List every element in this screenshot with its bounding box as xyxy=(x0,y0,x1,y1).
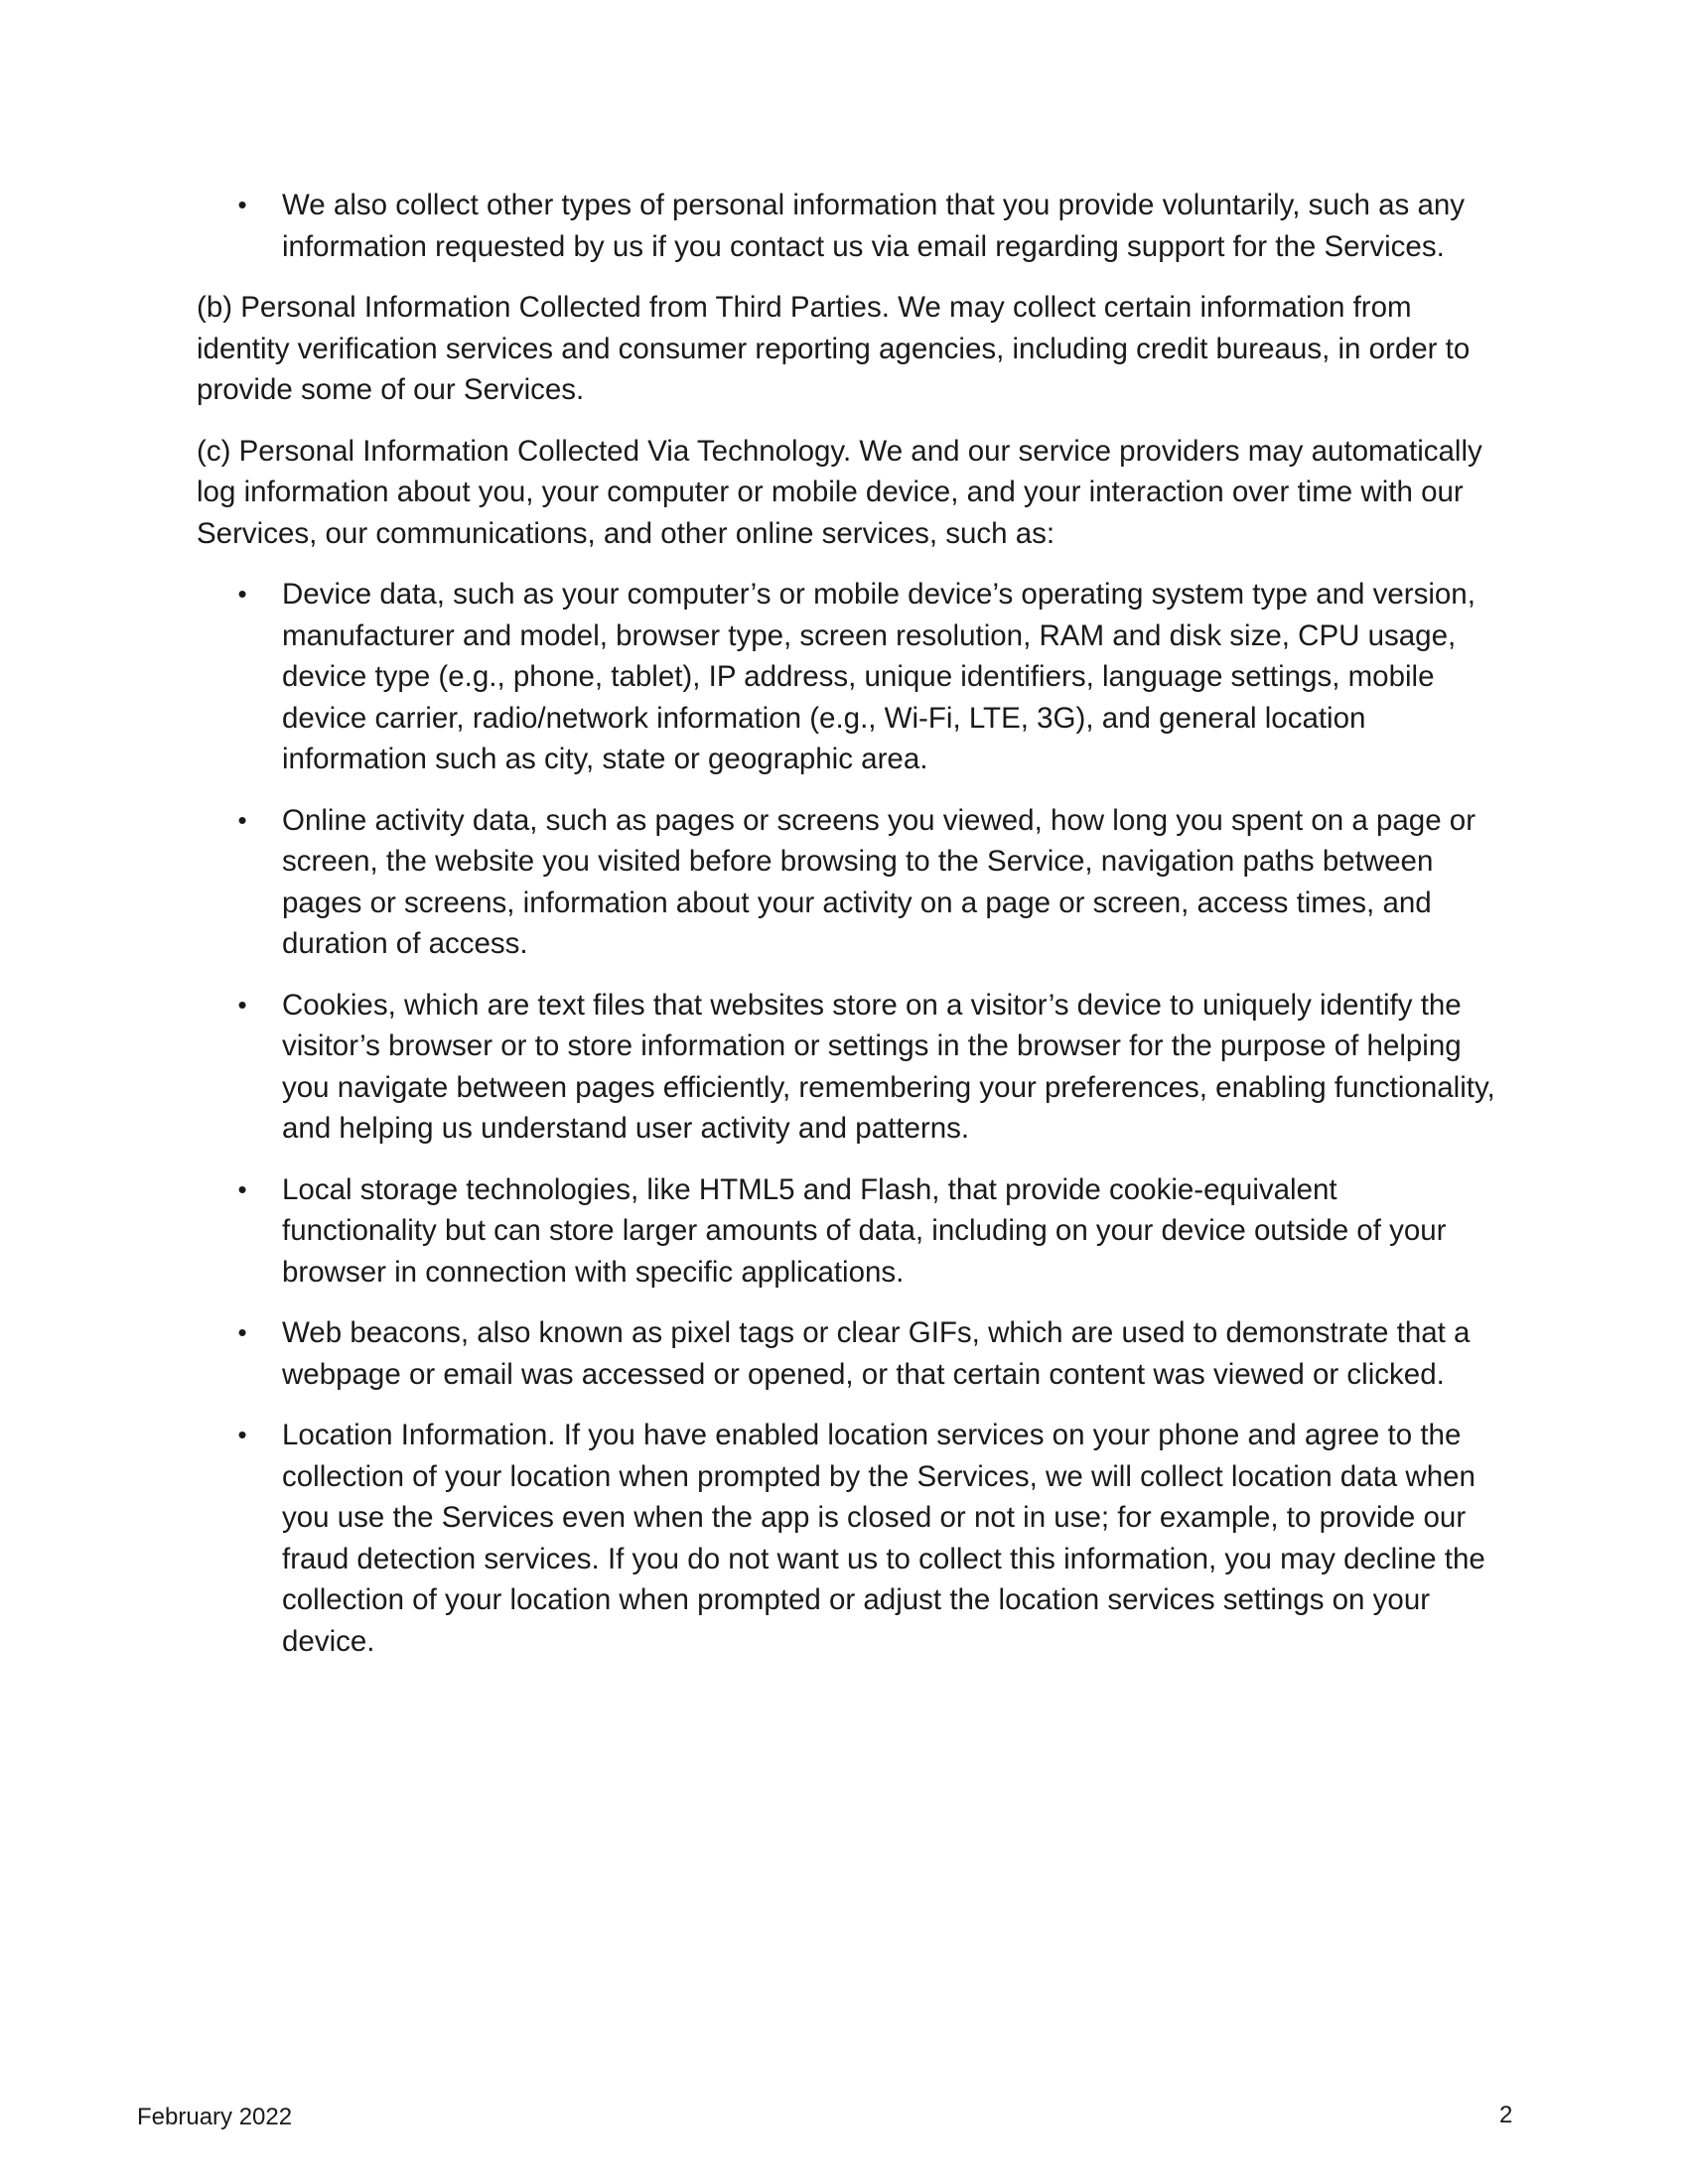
list-item xyxy=(197,985,1497,1150)
footer-page-number: 2 xyxy=(1499,2102,1513,2128)
intro-bullet-list xyxy=(197,185,1497,267)
list-item xyxy=(197,185,1497,267)
bullet-icon: • xyxy=(237,1173,247,1204)
list-item-text: Web beacons, also known as pixel tags or clear GIFs, which are used to demonstrate that a webpage or email was accessed or opened, or that certain content was viewed or clicked. xyxy=(282,1316,1471,1391)
list-item xyxy=(197,1312,1497,1395)
list-item-text: Location Information. If you have enabled location services on your phone and agree to the collection of your location when prompted by the Services, we will collect location data when you use the Services even when the app is closed or not in use; for example, to provide our fraud detection services. If you do not want us to collect this information, you may decline the collection of your location when prompted or adjust the location services settings on your device. xyxy=(282,1419,1485,1658)
bullet-icon: • xyxy=(237,190,247,219)
list-item xyxy=(197,574,1497,780)
bullet-icon: • xyxy=(237,989,247,1020)
section-b-paragraph: (b) Personal Information Collected from Third Parties. We may collect certain information from identity verification services and consumer reporting agencies, including credit bureaus, in order to provide some of our Services. xyxy=(197,291,1471,406)
document-body xyxy=(197,185,1497,1682)
list-item-text: Cookies, which are text files that websites store on a visitor’s device to uniquely identify the visitor’s browser or to store information or settings in the browser for the purpose of helping you navigate between pages efficiently, remembering your preferences, enabling functionality, and helping us understand user activity and patterns. xyxy=(282,988,1495,1145)
list-item xyxy=(197,1169,1497,1294)
bullet-icon: • xyxy=(237,804,247,835)
list-item xyxy=(197,800,1497,965)
list-item-text: We also collect other types of personal information that you provide voluntarily, such as any information requested by us if you contact us via email regarding support for the Services. xyxy=(282,189,1466,263)
bullet-icon: • xyxy=(237,579,247,609)
list-item-text: Local storage technologies, like HTML5 and Flash, that provide cookie-equivalent functionality but can store larger amounts of data, including on your device outside of your browser in connection with specific applications. xyxy=(282,1172,1447,1289)
section-c-paragraph: (c) Personal Information Collected Via Technology. We and our service providers may automatically log information about you, your computer or mobile device, and your interaction over time with our Services, our communications, and other online services, such as: xyxy=(197,434,1482,550)
technology-bullet-list xyxy=(197,574,1497,1662)
list-item xyxy=(197,1415,1497,1662)
bullet-icon: • xyxy=(237,1317,247,1347)
bullet-icon: • xyxy=(237,1420,247,1449)
list-item-text: Online activity data, such as pages or screens you viewed, how long you spent on a page or screen, the website you visited before browsing to the Service, navigation paths between pages or screens, information about your activity on a page or screen, access times, and duration of access. xyxy=(282,803,1477,960)
list-item-text: Device data, such as your computer’s or mobile device’s operating system type and version, manufacturer and model, browser type, screen resolution, RAM and disk size, CPU usage, device type (e.g., phone, tablet), IP address, unique identifiers, language settings, mobile device carrier, radio/network information (e.g., Wi-Fi, LTE, 3G), and general location information such as city, state or geographic area. xyxy=(282,578,1476,775)
footer-date: February 2022 xyxy=(137,2104,293,2130)
